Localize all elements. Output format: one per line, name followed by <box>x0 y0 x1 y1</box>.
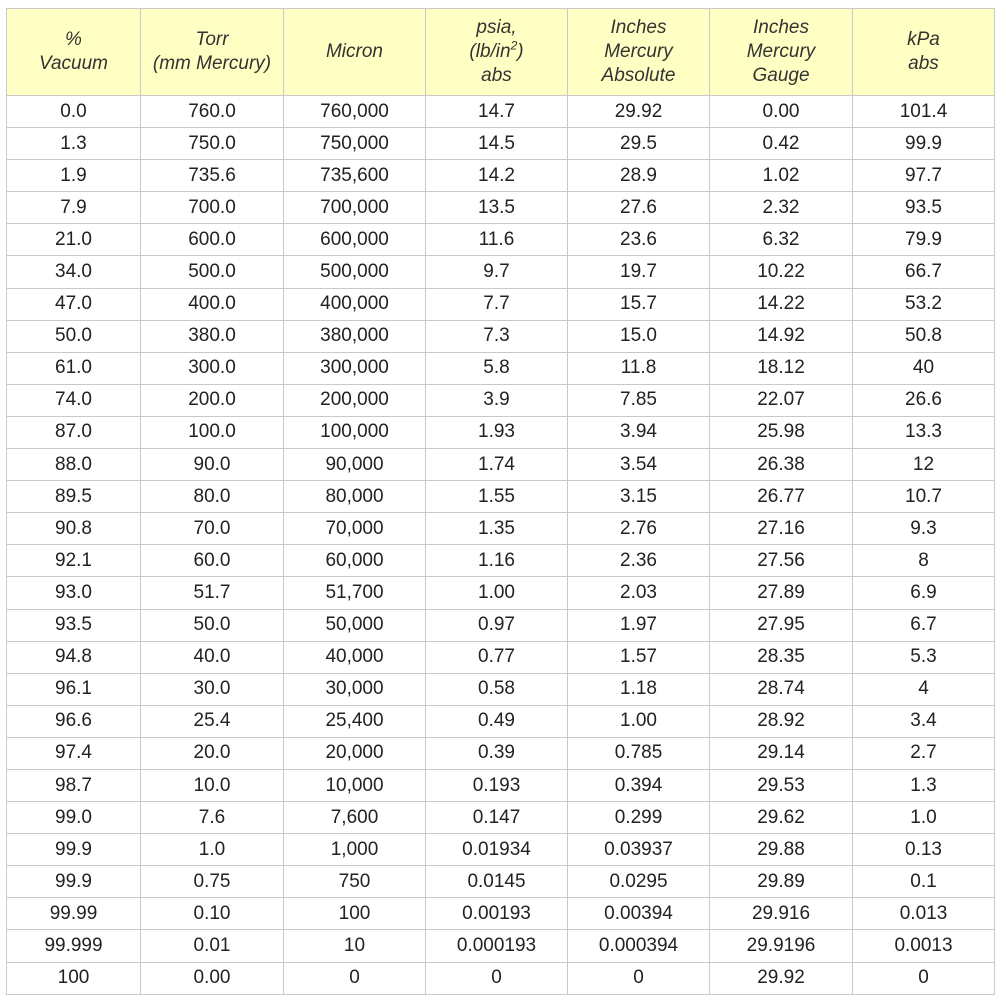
cell-in-hg-absolute: 11.8 <box>568 352 710 384</box>
cell-kpa-abs: 66.7 <box>853 256 995 288</box>
cell-percent-vacuum: 1.9 <box>7 160 141 192</box>
table-row <box>7 641 995 673</box>
cell-in-hg-gauge: 27.95 <box>710 609 853 641</box>
header-line: Mercury <box>604 41 673 62</box>
cell-kpa-abs: 0.1 <box>853 866 995 898</box>
cell-micron: 100,000 <box>284 416 426 448</box>
cell-kpa-abs: 79.9 <box>853 224 995 256</box>
cell-in-hg-gauge: 0.42 <box>710 128 853 160</box>
cell-kpa-abs: 40 <box>853 352 995 384</box>
cell-percent-vacuum: 99.9 <box>7 866 141 898</box>
cell-torr: 40.0 <box>141 641 284 673</box>
cell-psia: 1.00 <box>426 577 568 609</box>
header-line: $(lb/in^2)$ <box>469 38 524 62</box>
cell-psia: 1.16 <box>426 545 568 577</box>
cell-kpa-abs: 0.13 <box>853 834 995 866</box>
table-body <box>7 96 995 995</box>
cell-in-hg-gauge: 22.07 <box>710 384 853 416</box>
header-line: abs <box>481 65 512 86</box>
cell-micron: 600,000 <box>284 224 426 256</box>
cell-micron: 760,000 <box>284 96 426 128</box>
cell-torr: 700.0 <box>141 192 284 224</box>
cell-micron: 380,000 <box>284 320 426 352</box>
cell-percent-vacuum: 1.3 <box>7 128 141 160</box>
cell-psia: 5.8 <box>426 352 568 384</box>
cell-torr: 750.0 <box>141 128 284 160</box>
cell-in-hg-absolute: 27.6 <box>568 192 710 224</box>
cell-micron: 40,000 <box>284 641 426 673</box>
cell-psia: 0.77 <box>426 641 568 673</box>
cell-percent-vacuum: 74.0 <box>7 384 141 416</box>
cell-in-hg-gauge: 26.38 <box>710 449 853 481</box>
cell-micron: 7,600 <box>284 802 426 834</box>
cell-psia: 14.7 <box>426 96 568 128</box>
cell-torr: 0.01 <box>141 930 284 962</box>
cell-kpa-abs: 0.013 <box>853 898 995 930</box>
cell-kpa-abs: 101.4 <box>853 96 995 128</box>
cell-torr: 300.0 <box>141 352 284 384</box>
cell-micron: 20,000 <box>284 737 426 769</box>
header-kpa-abs <box>853 9 995 96</box>
cell-in-hg-gauge: 28.92 <box>710 705 853 737</box>
cell-psia: 0.39 <box>426 737 568 769</box>
cell-psia: 14.2 <box>426 160 568 192</box>
cell-micron: 25,400 <box>284 705 426 737</box>
cell-psia: 0 <box>426 962 568 994</box>
cell-percent-vacuum: 87.0 <box>7 416 141 448</box>
cell-psia: 0.58 <box>426 673 568 705</box>
table-row <box>7 673 995 705</box>
table-row <box>7 320 995 352</box>
table-row <box>7 224 995 256</box>
cell-percent-vacuum: 98.7 <box>7 769 141 801</box>
cell-kpa-abs: 10.7 <box>853 481 995 513</box>
cell-in-hg-absolute: 29.92 <box>568 96 710 128</box>
cell-micron: 10 <box>284 930 426 962</box>
cell-in-hg-absolute: 3.54 <box>568 449 710 481</box>
cell-kpa-abs: 26.6 <box>853 384 995 416</box>
header-line: % <box>65 29 82 50</box>
cell-micron: 735,600 <box>284 160 426 192</box>
table-row <box>7 384 995 416</box>
cell-psia: 0.000193 <box>426 930 568 962</box>
cell-in-hg-absolute: 2.76 <box>568 513 710 545</box>
header-line: Torr <box>195 29 229 50</box>
cell-torr: 0.75 <box>141 866 284 898</box>
header-line: abs <box>908 53 939 74</box>
cell-in-hg-absolute: 15.0 <box>568 320 710 352</box>
header-line: Inches <box>610 17 667 38</box>
cell-torr: 60.0 <box>141 545 284 577</box>
cell-in-hg-absolute: 0.785 <box>568 737 710 769</box>
table-row <box>7 705 995 737</box>
cell-in-hg-gauge: 26.77 <box>710 481 853 513</box>
cell-micron: 400,000 <box>284 288 426 320</box>
cell-percent-vacuum: 97.4 <box>7 737 141 769</box>
cell-psia: 9.7 <box>426 256 568 288</box>
cell-in-hg-gauge: 27.56 <box>710 545 853 577</box>
cell-in-hg-absolute: 1.18 <box>568 673 710 705</box>
cell-percent-vacuum: 34.0 <box>7 256 141 288</box>
header-row <box>7 9 995 96</box>
cell-kpa-abs: 2.7 <box>853 737 995 769</box>
table-row <box>7 834 995 866</box>
cell-in-hg-absolute: 2.03 <box>568 577 710 609</box>
cell-in-hg-absolute: 0.394 <box>568 769 710 801</box>
cell-in-hg-absolute: 1.57 <box>568 641 710 673</box>
cell-in-hg-gauge: 25.98 <box>710 416 853 448</box>
cell-kpa-abs: 1.3 <box>853 769 995 801</box>
cell-in-hg-gauge: 14.92 <box>710 320 853 352</box>
table-row <box>7 769 995 801</box>
cell-percent-vacuum: 61.0 <box>7 352 141 384</box>
table-row <box>7 545 995 577</box>
cell-in-hg-absolute: 3.15 <box>568 481 710 513</box>
table-row <box>7 802 995 834</box>
cell-torr: 400.0 <box>141 288 284 320</box>
cell-percent-vacuum: 0.0 <box>7 96 141 128</box>
table-row <box>7 962 995 994</box>
cell-percent-vacuum: 7.9 <box>7 192 141 224</box>
cell-kpa-abs: 6.7 <box>853 609 995 641</box>
table-row <box>7 256 995 288</box>
cell-kpa-abs: 93.5 <box>853 192 995 224</box>
cell-micron: 50,000 <box>284 609 426 641</box>
cell-percent-vacuum: 93.0 <box>7 577 141 609</box>
header-line: Inches <box>753 17 809 38</box>
cell-psia: 7.3 <box>426 320 568 352</box>
table-row <box>7 96 995 128</box>
cell-percent-vacuum: 93.5 <box>7 609 141 641</box>
cell-in-hg-absolute: 7.85 <box>568 384 710 416</box>
cell-kpa-abs: 12 <box>853 449 995 481</box>
cell-torr: 90.0 <box>141 449 284 481</box>
header-inches-mercury-absolute <box>568 9 710 96</box>
cell-in-hg-absolute: 0.03937 <box>568 834 710 866</box>
header-line: Micron <box>325 41 383 62</box>
cell-torr: 50.0 <box>141 609 284 641</box>
cell-micron: 90,000 <box>284 449 426 481</box>
cell-in-hg-absolute: 0.299 <box>568 802 710 834</box>
cell-psia: 1.93 <box>426 416 568 448</box>
cell-psia: 1.35 <box>426 513 568 545</box>
header-line: psia, <box>476 17 517 38</box>
cell-torr: 0.00 <box>141 962 284 994</box>
cell-torr: 10.0 <box>141 769 284 801</box>
cell-in-hg-absolute: 23.6 <box>568 224 710 256</box>
cell-micron: 200,000 <box>284 384 426 416</box>
cell-in-hg-gauge: 28.35 <box>710 641 853 673</box>
cell-torr: 70.0 <box>141 513 284 545</box>
cell-in-hg-absolute: 29.5 <box>568 128 710 160</box>
cell-percent-vacuum: 96.6 <box>7 705 141 737</box>
cell-psia: 14.5 <box>426 128 568 160</box>
cell-percent-vacuum: 94.8 <box>7 641 141 673</box>
cell-in-hg-gauge: 29.92 <box>710 962 853 994</box>
cell-kpa-abs: 99.9 <box>853 128 995 160</box>
cell-kpa-abs: 8 <box>853 545 995 577</box>
cell-in-hg-absolute: 19.7 <box>568 256 710 288</box>
cell-in-hg-absolute: 3.94 <box>568 416 710 448</box>
header-line: kPa <box>907 29 940 50</box>
cell-torr: 760.0 <box>141 96 284 128</box>
cell-psia: 0.49 <box>426 705 568 737</box>
cell-percent-vacuum: 92.1 <box>7 545 141 577</box>
table-row <box>7 160 995 192</box>
cell-in-hg-gauge: 18.12 <box>710 352 853 384</box>
table-header <box>7 9 995 96</box>
cell-kpa-abs: 0.0013 <box>853 930 995 962</box>
cell-in-hg-absolute: 28.9 <box>568 160 710 192</box>
table-row <box>7 416 995 448</box>
cell-percent-vacuum: 99.9 <box>7 834 141 866</box>
cell-kpa-abs: 97.7 <box>853 160 995 192</box>
cell-percent-vacuum: 100 <box>7 962 141 994</box>
cell-in-hg-absolute: 0.00394 <box>568 898 710 930</box>
cell-kpa-abs: 6.9 <box>853 577 995 609</box>
cell-torr: 735.6 <box>141 160 284 192</box>
cell-micron: 500,000 <box>284 256 426 288</box>
header-line: Absolute <box>601 65 676 86</box>
cell-psia: 0.01934 <box>426 834 568 866</box>
vacuum-conversion-table <box>6 8 995 995</box>
cell-torr: 80.0 <box>141 481 284 513</box>
cell-in-hg-gauge: 2.32 <box>710 192 853 224</box>
cell-in-hg-absolute: 0.000394 <box>568 930 710 962</box>
cell-in-hg-absolute: 1.00 <box>568 705 710 737</box>
cell-torr: 20.0 <box>141 737 284 769</box>
table-row <box>7 577 995 609</box>
cell-in-hg-gauge: 27.16 <box>710 513 853 545</box>
table-row <box>7 898 995 930</box>
cell-psia: 0.147 <box>426 802 568 834</box>
cell-in-hg-absolute: 0 <box>568 962 710 994</box>
table-row <box>7 930 995 962</box>
cell-psia: 0.193 <box>426 769 568 801</box>
table-row <box>7 192 995 224</box>
cell-torr: 7.6 <box>141 802 284 834</box>
cell-torr: 30.0 <box>141 673 284 705</box>
cell-torr: 1.0 <box>141 834 284 866</box>
cell-percent-vacuum: 90.8 <box>7 513 141 545</box>
cell-torr: 100.0 <box>141 416 284 448</box>
header-micron <box>284 9 426 96</box>
cell-micron: 700,000 <box>284 192 426 224</box>
cell-psia: 3.9 <box>426 384 568 416</box>
cell-psia: 0.97 <box>426 609 568 641</box>
table-row <box>7 128 995 160</box>
cell-torr: 25.4 <box>141 705 284 737</box>
table-row <box>7 449 995 481</box>
table-row <box>7 866 995 898</box>
cell-in-hg-gauge: 14.22 <box>710 288 853 320</box>
cell-micron: 0 <box>284 962 426 994</box>
cell-in-hg-gauge: 29.53 <box>710 769 853 801</box>
cell-in-hg-gauge: 27.89 <box>710 577 853 609</box>
cell-percent-vacuum: 96.1 <box>7 673 141 705</box>
cell-in-hg-gauge: 29.14 <box>710 737 853 769</box>
cell-in-hg-absolute: 2.36 <box>568 545 710 577</box>
cell-in-hg-absolute: 15.7 <box>568 288 710 320</box>
header-line: Gauge <box>752 65 810 86</box>
cell-torr: 0.10 <box>141 898 284 930</box>
table-row <box>7 288 995 320</box>
table-row <box>7 737 995 769</box>
cell-kpa-abs: 5.3 <box>853 641 995 673</box>
cell-psia: 13.5 <box>426 192 568 224</box>
cell-in-hg-gauge: 6.32 <box>710 224 853 256</box>
cell-torr: 380.0 <box>141 320 284 352</box>
table-row <box>7 609 995 641</box>
cell-kpa-abs: 4 <box>853 673 995 705</box>
cell-in-hg-gauge: 28.74 <box>710 673 853 705</box>
cell-percent-vacuum: 99.999 <box>7 930 141 962</box>
cell-micron: 300,000 <box>284 352 426 384</box>
cell-in-hg-absolute: 1.97 <box>568 609 710 641</box>
header-line: (mm Mercury) <box>152 53 272 74</box>
cell-in-hg-gauge: 0.00 <box>710 96 853 128</box>
cell-micron: 1,000 <box>284 834 426 866</box>
header-percent-vacuum <box>7 9 141 96</box>
cell-micron: 750 <box>284 866 426 898</box>
cell-micron: 51,700 <box>284 577 426 609</box>
cell-percent-vacuum: 21.0 <box>7 224 141 256</box>
cell-torr: 200.0 <box>141 384 284 416</box>
cell-in-hg-gauge: 29.62 <box>710 802 853 834</box>
cell-psia: 11.6 <box>426 224 568 256</box>
cell-micron: 60,000 <box>284 545 426 577</box>
cell-micron: 750,000 <box>284 128 426 160</box>
cell-micron: 100 <box>284 898 426 930</box>
cell-psia: 1.55 <box>426 481 568 513</box>
cell-percent-vacuum: 50.0 <box>7 320 141 352</box>
header-torr <box>141 9 284 96</box>
cell-psia: 7.7 <box>426 288 568 320</box>
cell-in-hg-gauge: 29.88 <box>710 834 853 866</box>
header-line: Mercury <box>746 41 816 62</box>
cell-percent-vacuum: 89.5 <box>7 481 141 513</box>
cell-in-hg-gauge: 29.89 <box>710 866 853 898</box>
cell-percent-vacuum: 88.0 <box>7 449 141 481</box>
cell-psia: 0.00193 <box>426 898 568 930</box>
header-psia <box>426 9 568 96</box>
cell-percent-vacuum: 47.0 <box>7 288 141 320</box>
cell-micron: 70,000 <box>284 513 426 545</box>
cell-torr: 51.7 <box>141 577 284 609</box>
cell-kpa-abs: 13.3 <box>853 416 995 448</box>
cell-micron: 80,000 <box>284 481 426 513</box>
cell-percent-vacuum: 99.0 <box>7 802 141 834</box>
cell-psia: 1.74 <box>426 449 568 481</box>
table-row <box>7 481 995 513</box>
cell-in-hg-gauge: 29.9196 <box>710 930 853 962</box>
header-inches-mercury-gauge <box>710 9 853 96</box>
cell-torr: 600.0 <box>141 224 284 256</box>
cell-in-hg-absolute: 0.0295 <box>568 866 710 898</box>
cell-micron: 30,000 <box>284 673 426 705</box>
cell-kpa-abs: 3.4 <box>853 705 995 737</box>
table-row <box>7 352 995 384</box>
cell-in-hg-gauge: 29.916 <box>710 898 853 930</box>
cell-kpa-abs: 53.2 <box>853 288 995 320</box>
cell-micron: 10,000 <box>284 769 426 801</box>
cell-torr: 500.0 <box>141 256 284 288</box>
table-row <box>7 513 995 545</box>
cell-kpa-abs: 0 <box>853 962 995 994</box>
cell-psia: 0.0145 <box>426 866 568 898</box>
cell-kpa-abs: 9.3 <box>853 513 995 545</box>
cell-in-hg-gauge: 10.22 <box>710 256 853 288</box>
cell-kpa-abs: 1.0 <box>853 802 995 834</box>
header-line: Vacuum <box>39 53 108 74</box>
cell-percent-vacuum: 99.99 <box>7 898 141 930</box>
cell-in-hg-gauge: 1.02 <box>710 160 853 192</box>
cell-kpa-abs: 50.8 <box>853 320 995 352</box>
